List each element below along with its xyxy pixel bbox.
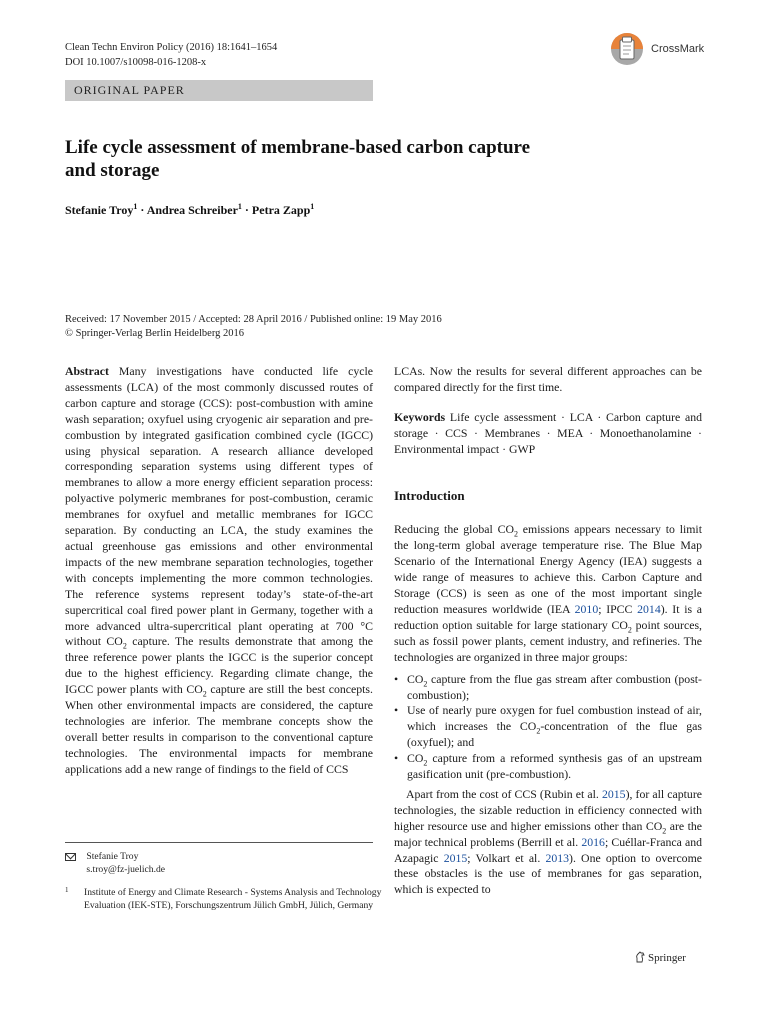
text-run: ; Cuéllar-Franca and Azapagic xyxy=(394,834,702,865)
text-run: CO xyxy=(407,751,424,766)
article-type-banner xyxy=(65,80,373,101)
capture-groups-list xyxy=(394,672,702,783)
citation-link[interactable]: 2015 xyxy=(601,786,626,801)
journal-citation: Clean Techn Environ Policy (2016) 18:1641–1654 xyxy=(65,42,278,53)
publication-dates xyxy=(65,313,442,341)
section-heading-introduction: Introduction xyxy=(394,487,465,503)
citation-link[interactable]: 2015 xyxy=(443,850,468,865)
text-run: are the major technical problems (Berrill et al. xyxy=(394,818,702,849)
abstract-text-c: capture are still the best concepts. When other environmental impacts are considered, the capture technologies are inferior. The membrane concepts show the overall better results in comparison to the conventional capture technologies. The environmental impacts for membrane applications add a new range of findings to the field of CCS xyxy=(65,682,373,776)
author-name[interactable]: Stefanie Troy xyxy=(65,203,134,217)
abstract-section xyxy=(65,364,373,778)
text-run: capture from the flue gas stream after combustion (post-combustion); xyxy=(407,671,702,702)
author-list: Stefanie Troy$^1$ · Andrea Schreiber$^1$ · Petra Zapp$^1$ xyxy=(65,202,315,217)
paper-title xyxy=(65,136,625,182)
article-type-label: ORIGINAL PAPER xyxy=(74,83,185,97)
text-run: Apart from the cost of CCS (Rubin et al. xyxy=(406,786,602,801)
affiliation-footnote xyxy=(65,886,385,912)
text-run: ). One option to overcome these obstacles is the use of membranes for gas separation, which is expected to xyxy=(394,850,702,897)
title-line-2: and storage xyxy=(65,160,160,181)
springer-horse-icon xyxy=(635,951,645,963)
affiliation-mark: 1 xyxy=(237,202,242,211)
copyright-notice: © Springer-Verlag Berlin Heidelberg 2016 xyxy=(65,328,245,339)
text-run: ; Volkart et al. xyxy=(467,850,546,865)
subscript: 2 xyxy=(513,529,518,539)
keywords-label: Keywords xyxy=(394,409,446,424)
corresponding-author-name: Stefanie Troy xyxy=(86,851,139,862)
doi[interactable]: DOI 10.1007/s10098-016-1208-x xyxy=(65,57,207,68)
citation-link[interactable]: 2016 xyxy=(581,834,605,849)
text-run: -concentration of the flue gas (oxyfuel); and xyxy=(407,719,702,750)
citation-link[interactable]: 2013 xyxy=(545,850,570,865)
text-run: point sources, such as fossil power plants, cement industry, and refineries. The technologies are organized in three major groups: xyxy=(394,617,702,664)
affiliation-mark: 1 xyxy=(133,202,138,211)
footnote-divider xyxy=(65,842,373,843)
list-item xyxy=(394,703,702,751)
crossmark-badge[interactable] xyxy=(609,31,709,67)
crossmark-logo-icon xyxy=(609,31,645,67)
subscript: 2 xyxy=(423,678,428,688)
journal-info xyxy=(65,40,277,70)
abstract-continuation: LCAs. Now the results for several different approaches can be compared directly for the first time. xyxy=(394,364,702,394)
list-item xyxy=(394,751,702,783)
intro-paragraph-2 xyxy=(394,787,702,898)
subscript: 2 xyxy=(662,826,667,836)
author-name[interactable]: Andrea Schreiber xyxy=(146,203,238,217)
text-run: ; IPCC xyxy=(598,601,638,616)
abstract-text-b: capture. The results demonstrate that among the three reference power plants the IGCC is the superior concept due to the highest efficiency. Regarding climate change, the IGCC power plants with CO xyxy=(65,634,373,697)
keywords-paragraph xyxy=(394,410,702,458)
subscript: 2 xyxy=(627,625,632,635)
mail-icon xyxy=(65,853,76,861)
keywords-text: Life cycle assessment · LCA · Carbon capture and storage · CCS · Membranes · MEA · Monoethanolamine · Environmental impact · GWP xyxy=(394,409,703,456)
author-email[interactable]: s.troy@fz-juelich.de xyxy=(86,864,166,875)
abstract-label: Abstract xyxy=(65,364,109,378)
affiliation-mark: 1 xyxy=(310,202,315,211)
title-line-1: Life cycle assessment of membrane-based carbon capture xyxy=(65,137,531,158)
text-run: emissions appears necessary to limit the long-term global average temperature rise. The Blue Map Scenario of the International Energy Agency (IEA) suggests a wide range of measures to achieve this. Carbon Capture and Storage (CCS) is seen as one of the most important single reduction measures worldwide (IEA xyxy=(394,522,702,616)
text-run: ), for all capture technologies, the sizable reduction in efficiency connected with higher resource use and higher emissions other than CO xyxy=(394,786,702,833)
text-run: Reducing the global CO xyxy=(394,522,514,537)
text-run: capture from a reformed synthesis gas of an upstream gasification unit (pre-combustion). xyxy=(407,751,702,782)
affiliation-text: Institute of Energy and Climate Research - Systems Analysis and Technology Evaluation (IEK-STE), Forschungszentrum Jülich GmbH, Jülich, Germany xyxy=(84,887,382,911)
corresponding-author xyxy=(65,850,165,876)
citation-link[interactable]: 2010 xyxy=(574,601,599,616)
author-name[interactable]: Petra Zapp xyxy=(251,203,311,217)
citation-link[interactable]: 2014 xyxy=(637,601,661,616)
publisher-footer xyxy=(635,951,686,964)
text-run: ). It is a reduction option suitable for large stationary CO xyxy=(394,601,702,632)
subscript: 2 xyxy=(202,689,207,699)
abstract-text-a: Many investigations have conducted life cycle assessments (LCA) of the most commonly discussed routes of carbon capture and storage (CCS): post-combustion with amine wash separation; oxyfuel using cryogenic air separation and pre-combustion by integrated gasification combined cycle (IGCC) using physical separation. A research alliance developed corresponding separation systems using different types of membranes to allow a more energy efficient separation process: polyactive polymeric membranes for post-combustion, ceramic membranes for oxyfuel and metallic membranes for IGCC separation. By conducting an LCA, the study examines the actual greenhouse gas emissions and other environmental impacts of the new membrane separation technologies, together with concepts implementing the more common technologies. The reference systems represent today’s state-of-the-art supercritical coal fired power plant in Germany, together with a more advanced ultra-supercritical plant operating at 700 °C without CO xyxy=(65,364,373,649)
right-column xyxy=(394,364,702,898)
abstract-paragraph xyxy=(65,364,373,778)
text-run: CO xyxy=(407,671,424,686)
subscript: 2 xyxy=(423,758,428,768)
subscript: 2 xyxy=(122,641,127,651)
publisher-name: Springer xyxy=(648,952,686,964)
text-run: Use of nearly pure oxygen for fuel combustion instead of air, which increases the CO xyxy=(407,703,702,734)
affiliation-number: 1 xyxy=(65,886,69,894)
history-dates: Received: 17 November 2015 / Accepted: 28 April 2016 / Published online: 19 May 2016 xyxy=(65,314,442,325)
list-item xyxy=(394,672,702,704)
subscript: 2 xyxy=(536,726,541,736)
intro-paragraph-1 xyxy=(394,522,702,665)
crossmark-label: CrossMark xyxy=(651,43,705,55)
